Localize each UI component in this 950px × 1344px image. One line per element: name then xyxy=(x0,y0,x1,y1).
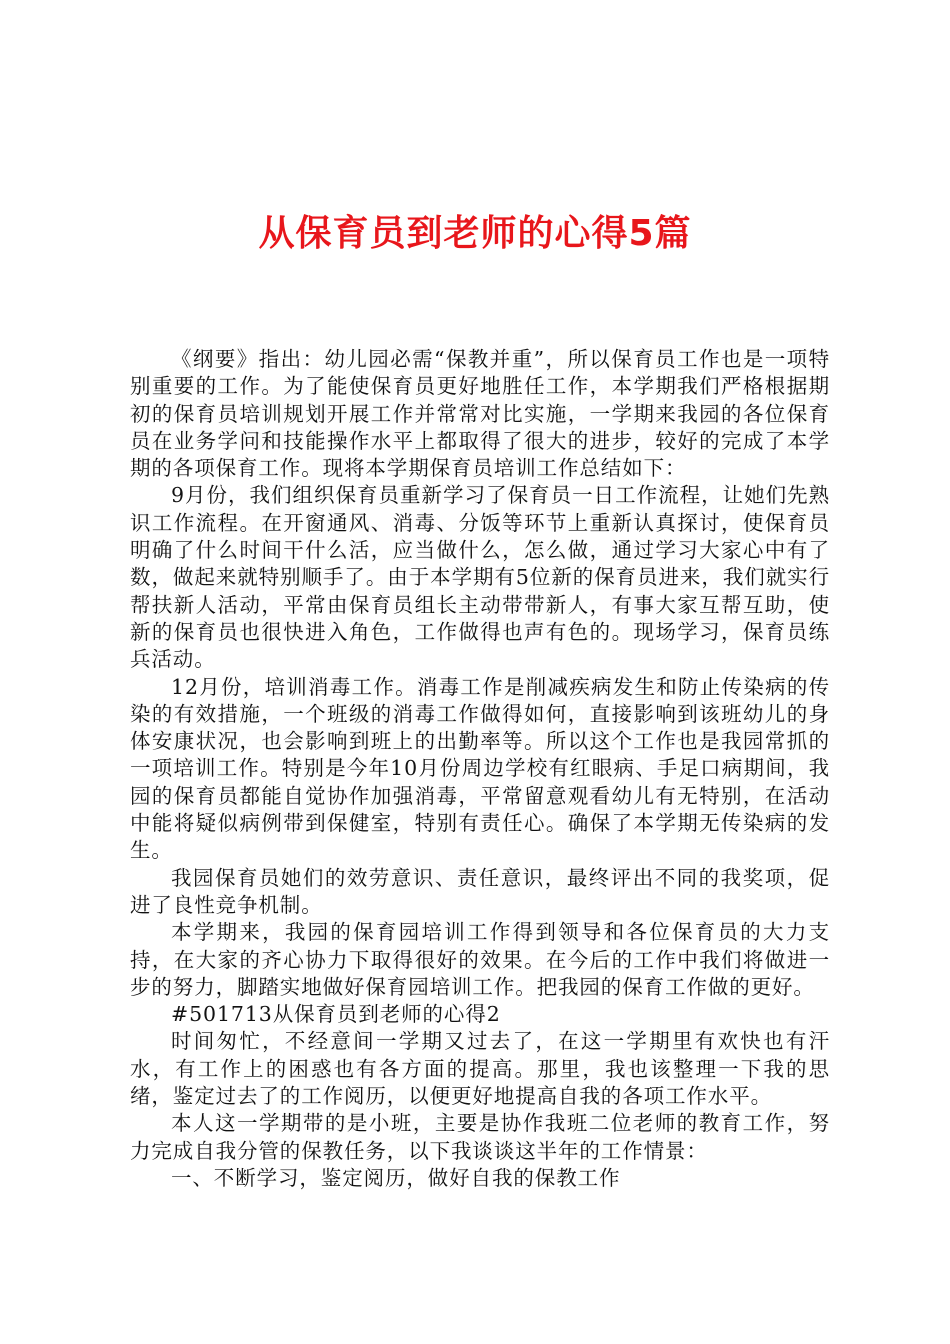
paragraph: 本学期来，我园的保育园培训工作得到领导和各位保育员的大力支持，在大家的齐心协力下取得很好的效果。在今后的工作中我们将做进一步的努力，脚踏实地做好保育园培训工作。把我园的保育工作做的更好。 xyxy=(130,920,830,999)
document-body xyxy=(130,346,830,1192)
paragraph: 本人这一学期带的是小班，主要是协作我班二位老师的教育工作，努力完成自我分管的保教任务，以下我谈谈这半年的工作情景： xyxy=(130,1111,830,1163)
paragraph: 一、不断学习，鉴定阅历，做好自我的保教工作 xyxy=(171,1165,621,1190)
section-heading: #501713从保育员到老师的心得2 xyxy=(171,1002,501,1027)
paragraph: 《纲要》指出：幼儿园必需“保教并重”，所以保育员工作也是一项特别重要的工作。为了能使保育员更好地胜任工作，本学期我们严格根据期初的保育员培训规划开展工作并常常对比实施，一学期来我园的各位保育员在业务学问和技能操作水平上都取得了很大的进步，较好的完成了本学期的各项保育工作。现将本学期保育员培训工作总结如下： xyxy=(130,347,830,481)
paragraph: 我园保育员她们的效劳意识、责任意识，最终评出不同的我奖项，促进了良性竞争机制。 xyxy=(130,865,830,917)
paragraph: 时间匆忙，不经意间一学期又过去了，在这一学期里有欢快也有汗水，有工作上的困惑也有各方面的提高。那里，我也该整理一下我的思绪，鉴定过去了的工作阅历，以便更好地提高自我的各项工作水平。 xyxy=(130,1029,830,1109)
paragraph: 12月份，培训消毒工作。消毒工作是削减疾病发生和防止传染病的传染的有效措施，一个班级的消毒工作做得如何，直接影响到该班幼儿的身体安康状况，也会影响到班上的出勤率等。所以这个工作也是我园常抓的一项培训工作。特别是今年10月份周边学校有红眼病、手足口病期间，我园的保育员都能自觉协作加强消毒，平常留意观看幼儿有无特别，在活动中能将疑似病例带到保健室，特别有责任心。确保了本学期无传染病的发生。 xyxy=(130,674,830,863)
document-title: 从保育员到老师的心得5篇 xyxy=(258,213,692,254)
paragraph: 9月份，我们组织保育员重新学习了保育员一日工作流程，让她们先熟识工作流程。在开窗通风、消毒、分饭等环节上重新认真探讨，使保育员明确了什么时间干什么活，应当做什么，怎么做，通过学习大家心中有了数，做起来就特别顺手了。由于本学期有5位新的保育员进来，我们就实行帮扶新人活动，平常由保育员组长主动带带新人，有事大家互帮互助，使新的保育员也很快进入角色，工作做得也声有色的。现场学习，保育员练兵活动。 xyxy=(130,483,830,672)
